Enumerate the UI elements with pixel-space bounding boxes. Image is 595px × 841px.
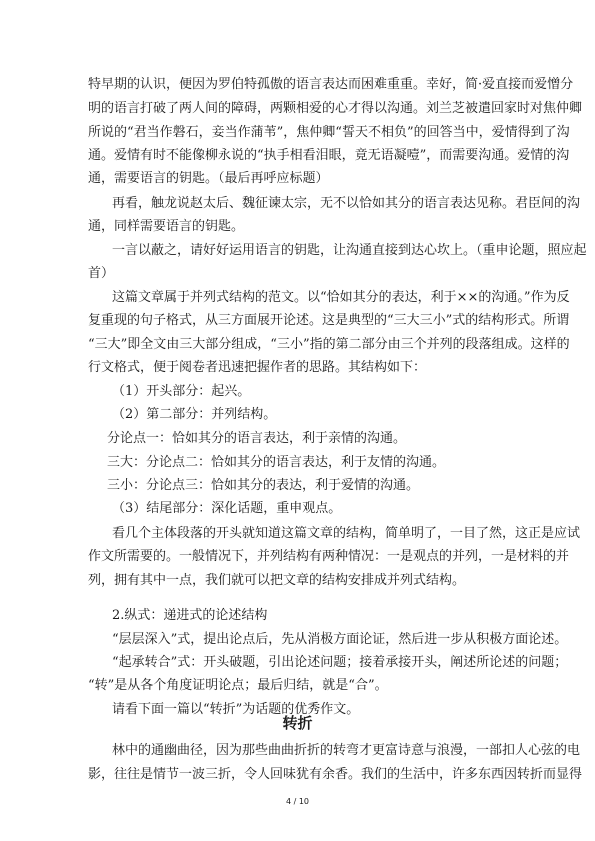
- structure-item: 三小：分论点三：恰如其分的表达，利于爱情的沟通。: [107, 478, 420, 493]
- structure-item: （3）结尾部分：深化话题，重申观点。: [112, 501, 342, 516]
- text-line: “转”是从各个角度证明论点；最后归结，就是“合”。: [88, 678, 388, 693]
- structure-item: 三大：分论点二：恰如其分的语言表达，利于友情的沟通。: [107, 455, 446, 470]
- paragraph-start-line: 一言以蔽之，请好好运用语言的钥匙，让沟通直接到达心坎上。（重申论题，照应起: [112, 243, 587, 258]
- text-line: 所说的“君当作磐石，妾当作蒲苇”，焦仲卿“誓天不相负”的回答当中，爱情得到了沟: [88, 125, 570, 140]
- text-line: 通。爱情有时不能像柳永说的“执手相看泪眼，竟无语凝噎”，而需要沟通。爱情的沟: [88, 148, 570, 163]
- text-line: 行文格式，便于阅卷者迅速把握作者的思路。其结构如下：: [88, 360, 427, 375]
- text-line: 复重现的句子格式，从三方面展开论述。这是典型的“三大三小”式的结构形式。所谓: [88, 313, 570, 328]
- text-line: 特早期的认识，便因为罗伯特孤傲的语言表达而困难重重。幸好，简·爱直接而爱憎分: [88, 77, 574, 92]
- paragraph-start-line: 请看下面一篇以“转折”为话题的优秀作文。: [112, 702, 360, 717]
- text-line: 影，往往是情节一波三折，令人回味犹有余香。我们的生活中，许多东西因转折而显得: [88, 767, 583, 782]
- page-number: 4 / 10: [285, 797, 310, 806]
- essay-title: 转折: [282, 714, 313, 732]
- structure-item: （2）第二部分：并列结构。: [112, 407, 277, 422]
- paragraph-start-line: 这篇文章属于并列式结构的范文。以“恰如其分的表达，利于××的沟通。”作为反: [112, 290, 570, 305]
- text-line: 首）: [88, 266, 115, 281]
- text-line: 通，需要语言的钥匙。（最后再呼应标题）: [88, 171, 329, 186]
- text-line: 通，同样需要语言的钥匙。: [88, 219, 245, 234]
- section-heading: 2.纵式：递进式的论述结构: [112, 608, 268, 623]
- paragraph-start-line: 看几个主体段落的开头就知道这篇文章的结构，简单明了，一目了然，这正是应试: [112, 526, 581, 541]
- paragraph-start-line: 再看，触龙说赵太后、魏征谏太宗，无不以恰如其分的语言表达见称。君臣间的沟: [112, 196, 581, 211]
- text-line: “三大”即全文由三大部分组成，“三小”指的第二部分由三个并列的段落组成。这样的: [88, 337, 570, 352]
- paragraph-start-line: 林中的通幽曲径，因为那些曲曲折折的转弯才更富诗意与浪漫，一部扣人心弦的电: [112, 743, 581, 758]
- structure-item: （1）开头部分：起兴。: [112, 384, 251, 399]
- text-line: 列，拥有其中一点，我们就可以把文章的结构安排成并列式结构。: [88, 573, 466, 588]
- structure-item: 分论点一：恰如其分的语言表达，利于亲情的沟通。: [107, 431, 407, 446]
- paragraph-start-line: “层层深入”式，提出论点后，先从消极方面论证，然后进一步从积极方面论述。: [112, 632, 568, 647]
- text-line: 作文所需要的。一般情况下，并列结构有两种情况：一是观点的并列，一是材料的并: [88, 549, 570, 564]
- paragraph-start-line: “起承转合”式：开头破题，引出论述问题；接着承接开头，阐述所论述的问题；: [112, 655, 568, 670]
- text-line: 明的语言打破了两人间的障碍，两颗相爱的心才得以沟通。刘兰芝被遣回家时对焦仲卿: [88, 101, 583, 116]
